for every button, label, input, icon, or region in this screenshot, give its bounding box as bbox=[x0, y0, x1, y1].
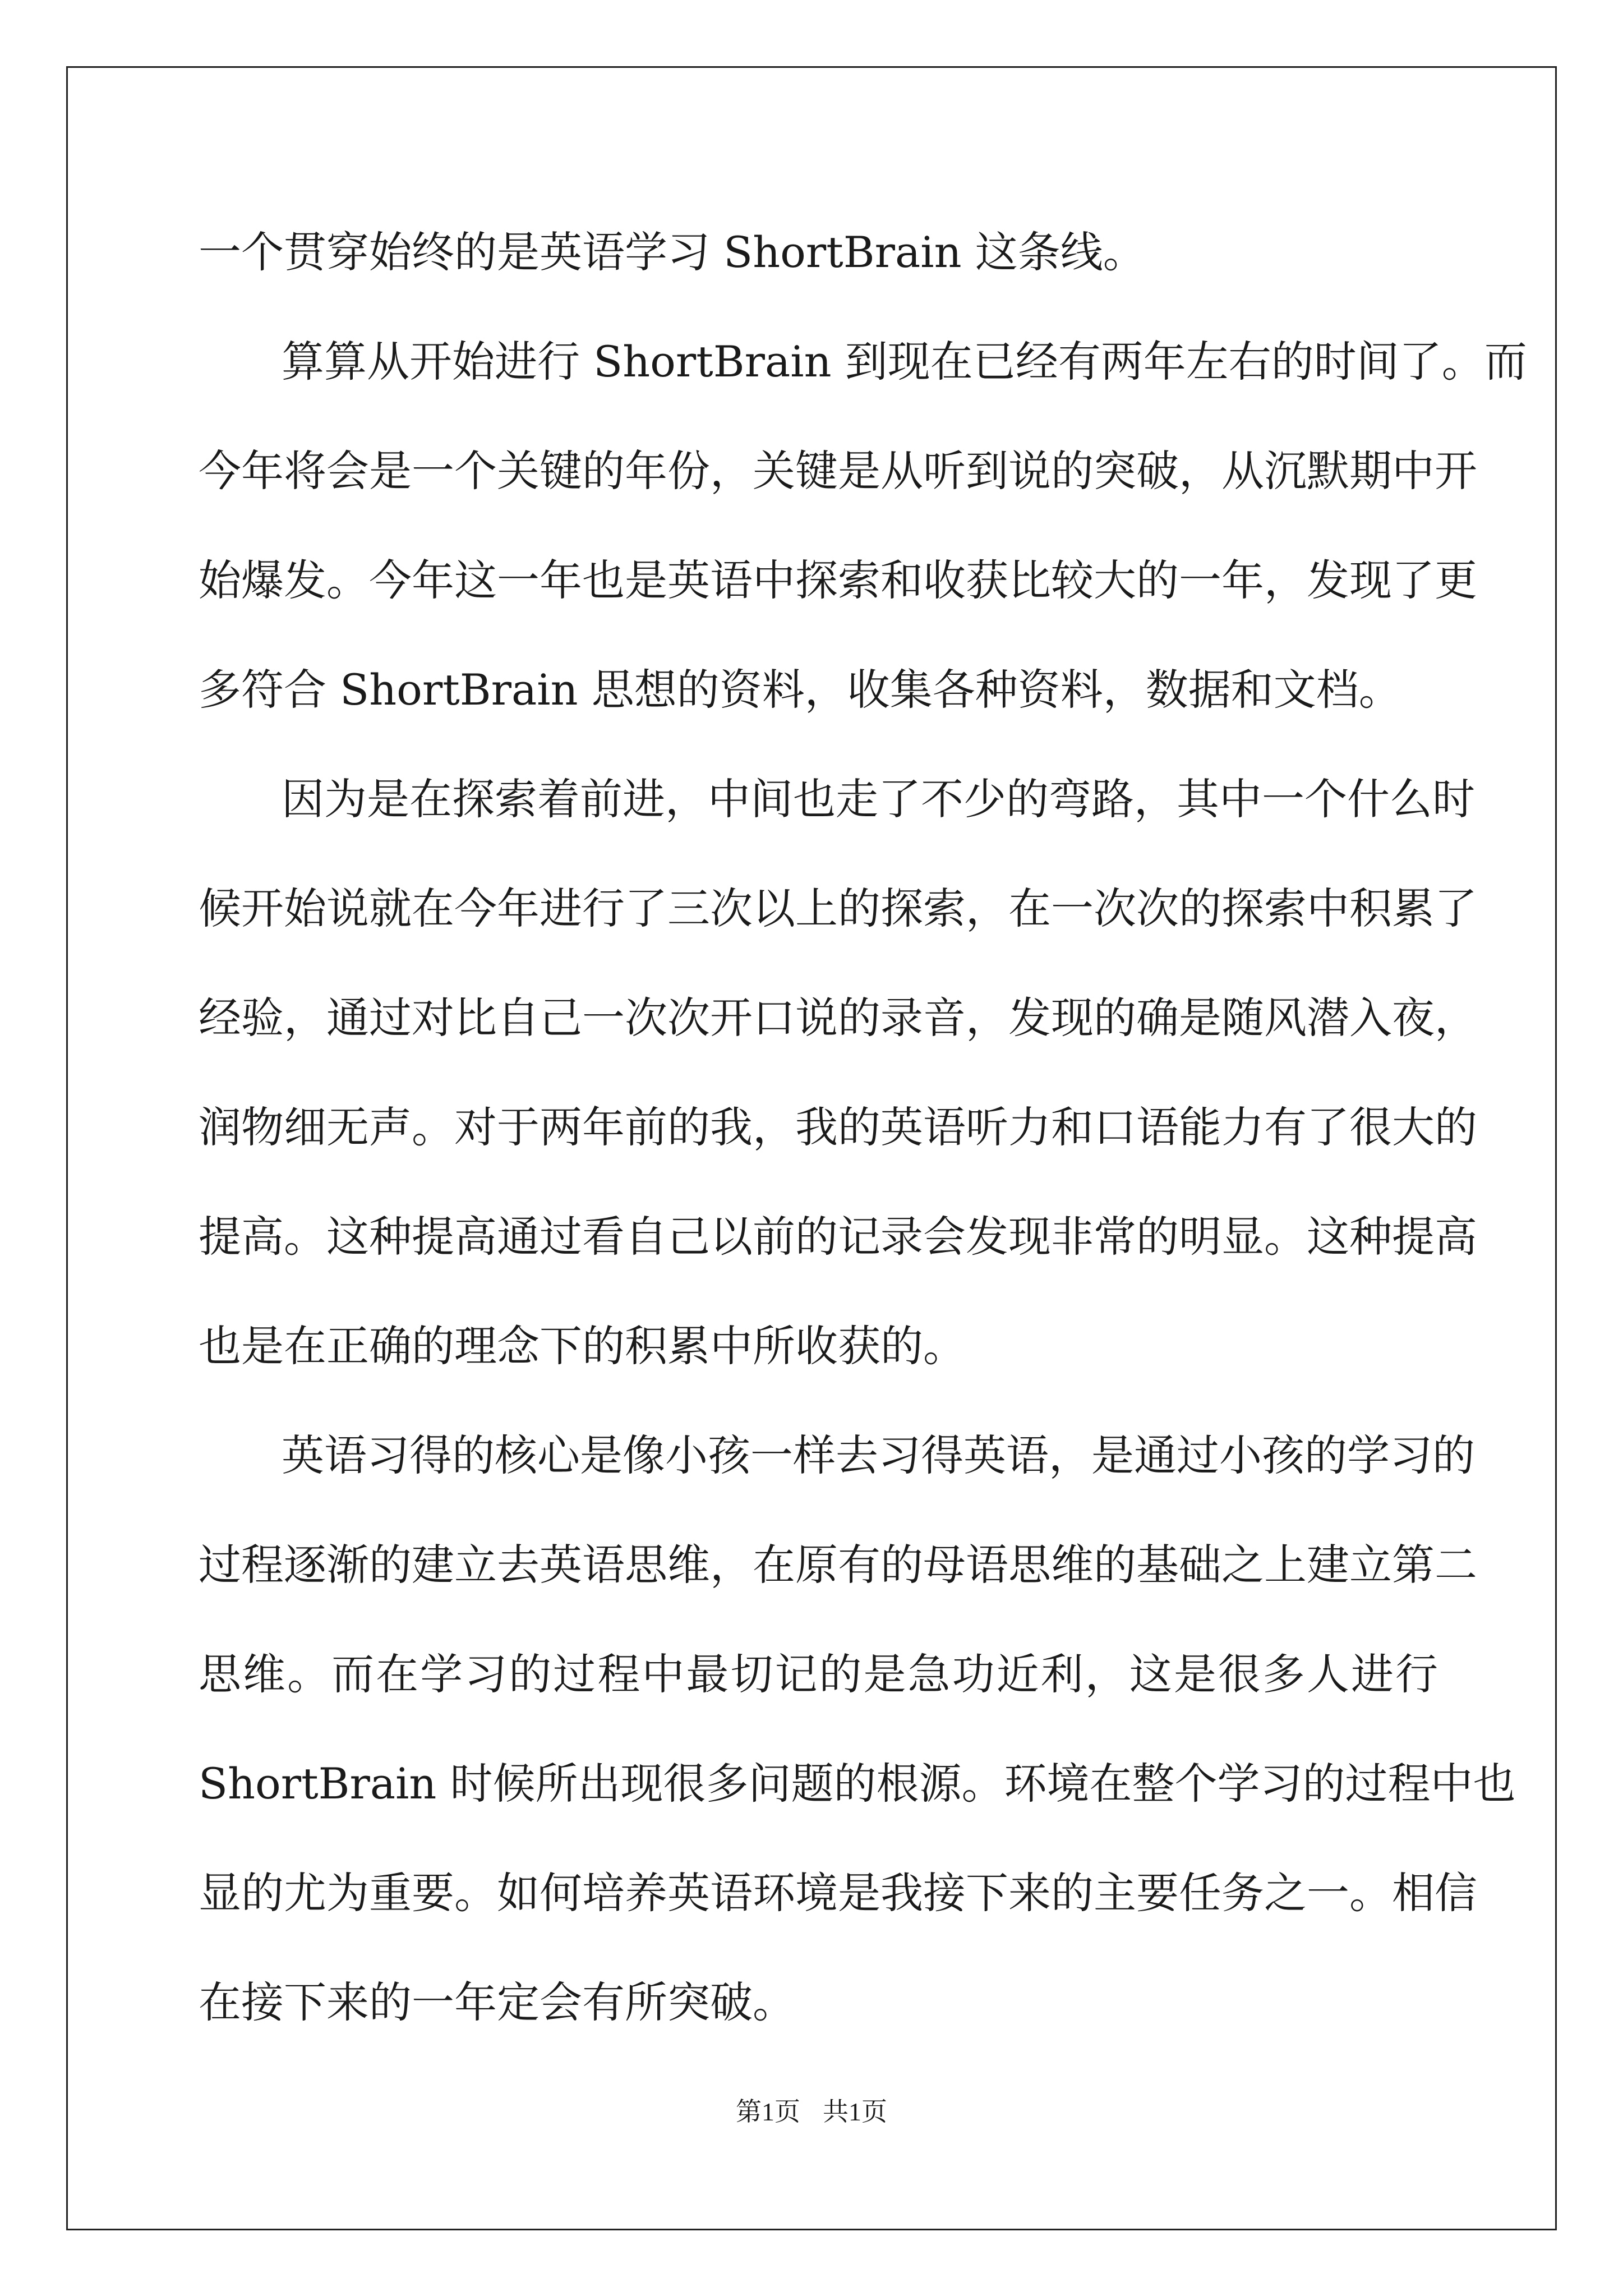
page-footer bbox=[0, 2095, 1623, 2129]
text-line: ShortBrain 时候所出现很多问题的根源。环境在整个学习的过程中也 bbox=[199, 1759, 1516, 1809]
text-line: 过程逐渐的建立去英语思维，在原有的母语思维的基础之上建立第二 bbox=[199, 1540, 1477, 1590]
page-number: 第1页 bbox=[736, 2097, 800, 2126]
page-total: 共1页 bbox=[823, 2097, 887, 2126]
text-line: 候开始说就在今年进行了三次以上的探索，在一次次的探索中积累了 bbox=[199, 884, 1477, 933]
text-line: 润物细无声。对于两年前的我，我的英语听力和口语能力有了很大的 bbox=[199, 1102, 1477, 1152]
text-line: 今年将会是一个关键的年份，关键是从听到说的突破，从沉默期中开 bbox=[199, 446, 1477, 496]
text-line: 一个贯穿始终的是英语学习 ShortBrain 这条线。 bbox=[199, 227, 1146, 277]
paragraph-first-line: 算算从开始进行 ShortBrain 到现在已经有两年左右的时间了。而 bbox=[282, 337, 1527, 386]
text-line: 也是在正确的理念下的积累中所收获的。 bbox=[199, 1321, 966, 1371]
text-line: 多符合 ShortBrain 思想的资料，收集各种资料，数据和文档。 bbox=[199, 665, 1401, 715]
text-line: 经验，通过对比自己一次次开口说的录音，发现的确是随风潜入夜， bbox=[199, 993, 1477, 1043]
paragraph-first-line: 因为是在探索着前进，中间也走了不少的弯路，其中一个什么时 bbox=[282, 774, 1475, 824]
text-line: 始爆发。今年这一年也是英语中探索和收获比较大的一年，发现了更 bbox=[199, 555, 1477, 605]
paragraph-first-line: 英语习得的核心是像小孩一样去习得英语，是通过小孩的学习的 bbox=[282, 1430, 1475, 1480]
text-line: 思维。而在学习的过程中最切记的是急功近利，这是很多人进行 bbox=[199, 1649, 1438, 1699]
text-line: 显的尤为重要。如何培养英语环境是我接下来的主要任务之一。相信 bbox=[199, 1868, 1477, 1918]
text-line: 提高。这种提高通过看自己以前的记录会发现非常的明显。这种提高 bbox=[199, 1212, 1477, 1262]
text-line: 在接下来的一年定会有所突破。 bbox=[199, 1977, 795, 2027]
